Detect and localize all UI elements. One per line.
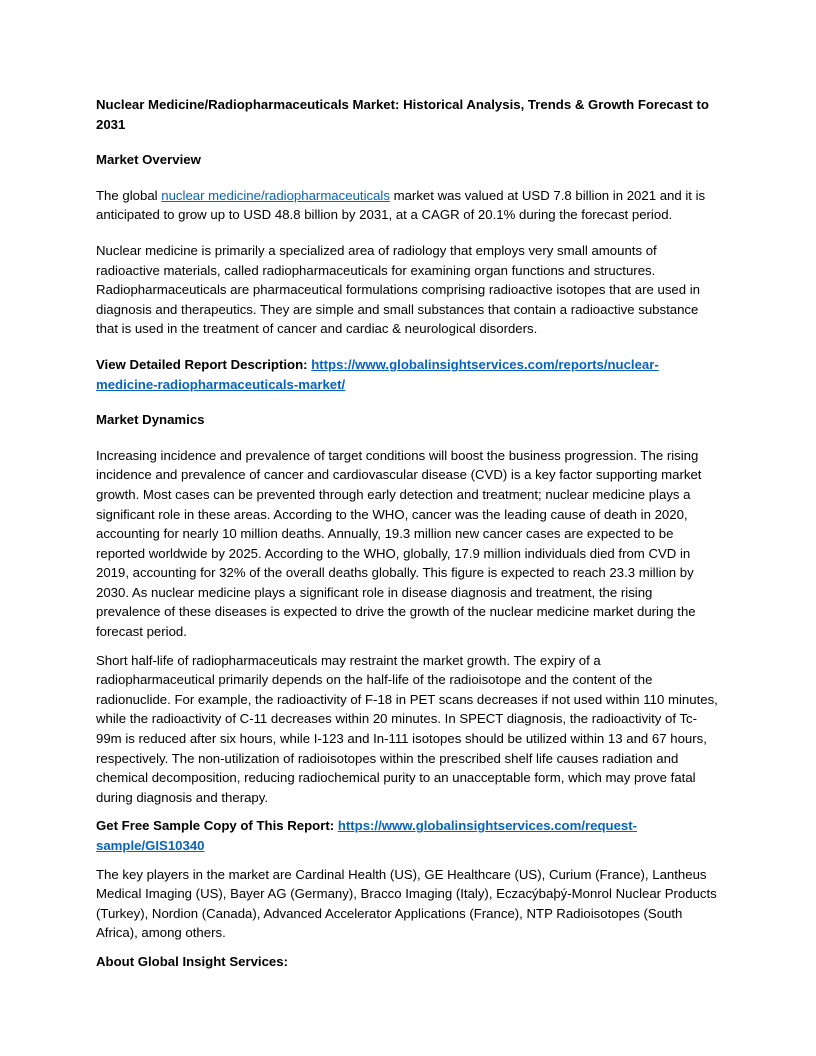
overview-paragraph-2: Nuclear medicine is primarily a specialized area of radiology that employs very small amounts of radioactive materials, called radiopharmaceuticals for examining organ functions and structures. Radiopharmaceuticals are pharmaceutical formulations comprising radioactive isotopes that are used in diagnosis and therapeutics. They are simple and small substances that contain a radioactive substance that is used in the treatment of cancer and cardiac & neurological disorders. — [96, 242, 701, 337]
dynamics-paragraph-2: Short half-life of radiopharmaceuticals may restraint the market growth. The expiry of a radiopharmaceutical primarily depends on the half-life of the radioisotope and the content of the radionuclide. For example, the radioactivity of F-18 in PET scans decreases if not used within 110 minutes, while the radioactivity of C-11 decreases within 20 minutes. In SPECT diagnosis, the radioactivity of Tc-99m is reduced after six hours, while I-123 and In-111 isotopes should be utilized within 13 and 67 hours, respectively. The non-utilization of radioisotopes within the prescribed shelf life causes radiation and chemical decomposition, reducing radiochemical purity to an unacceptable form, which may prove fatal during diagnosis and therapy. — [96, 652, 718, 805]
sample-copy-link[interactable]: https://www.globalinsightservices.com/request-sample/GIS10340 — [96, 818, 638, 853]
document-title: Nuclear Medicine/Radiopharmaceuticals Market: Historical Analysis, Trends & Growth Forecast to 2031 — [96, 97, 709, 132]
about-heading: About Global Insight Services: — [96, 953, 288, 969]
sample-copy-line — [96, 816, 720, 855]
market-overview-heading: Market Overview — [96, 152, 201, 168]
market-dynamics-heading: Market Dynamics — [96, 412, 205, 428]
dynamics-paragraph-1: Increasing incidence and prevalence of target conditions will boost the business progression. The rising incidence and prevalence of cancer and cardiovascular disease (CVD) is a key factor supporting market growth. Most cases can be prevented through early detection and treatment; nuclear medicine plays a significant role in these areas. According to the WHO, cancer was the leading cause of death in 2020, accounting for nearly 10 million deaths. Annually, 19.3 million new cancer cases are expected to be reported worldwide by 2025. According to the WHO, globally, 17.9 million individuals died from CVD in 2019, accounting for 32% of the overall deaths globally. This figure is expected to reach 23.3 million by 2030. As nuclear medicine plays a significant role in disease diagnosis and treatment, the rising prevalence of these diseases is expected to drive the growth of the nuclear medicine market during the forecast period. — [96, 447, 702, 640]
report-description-label: View Detailed Report Description: — [96, 356, 312, 372]
sample-copy-label: Get Free Sample Copy of This Report: — [96, 818, 338, 834]
overview-p1-suffix: market was valued at USD 7.8 billion in 2021 and it is anticipated to grow up to USD 48.8 billion by 2031, at a CAGR of 20.1% during the forecast period. — [96, 187, 706, 223]
overview-p1-prefix: The global — [96, 187, 162, 203]
nuclear-medicine-link[interactable]: nuclear medicine/radiopharmaceuticals — [161, 187, 390, 203]
key-players-paragraph: The key players in the market are Cardinal Health (US), GE Healthcare (US), Curium (France), Lantheus Medical Imaging (US), Bayer AG (Germany), Bracco Imaging (Italy), Eczacýbaþý-Monrol Nuclear Products (Turkey), Nordion (Canada), Advanced Accelerator Applications (France), NTP Radioisotopes (South Africa), among others. — [96, 866, 717, 941]
report-description-line — [96, 355, 720, 394]
overview-paragraph-1 — [96, 186, 720, 225]
report-description-link[interactable]: https://www.globalinsightservices.com/reports/nuclear-medicine-radiopharmaceuticals-market/ — [96, 356, 659, 392]
document-page — [96, 95, 720, 988]
